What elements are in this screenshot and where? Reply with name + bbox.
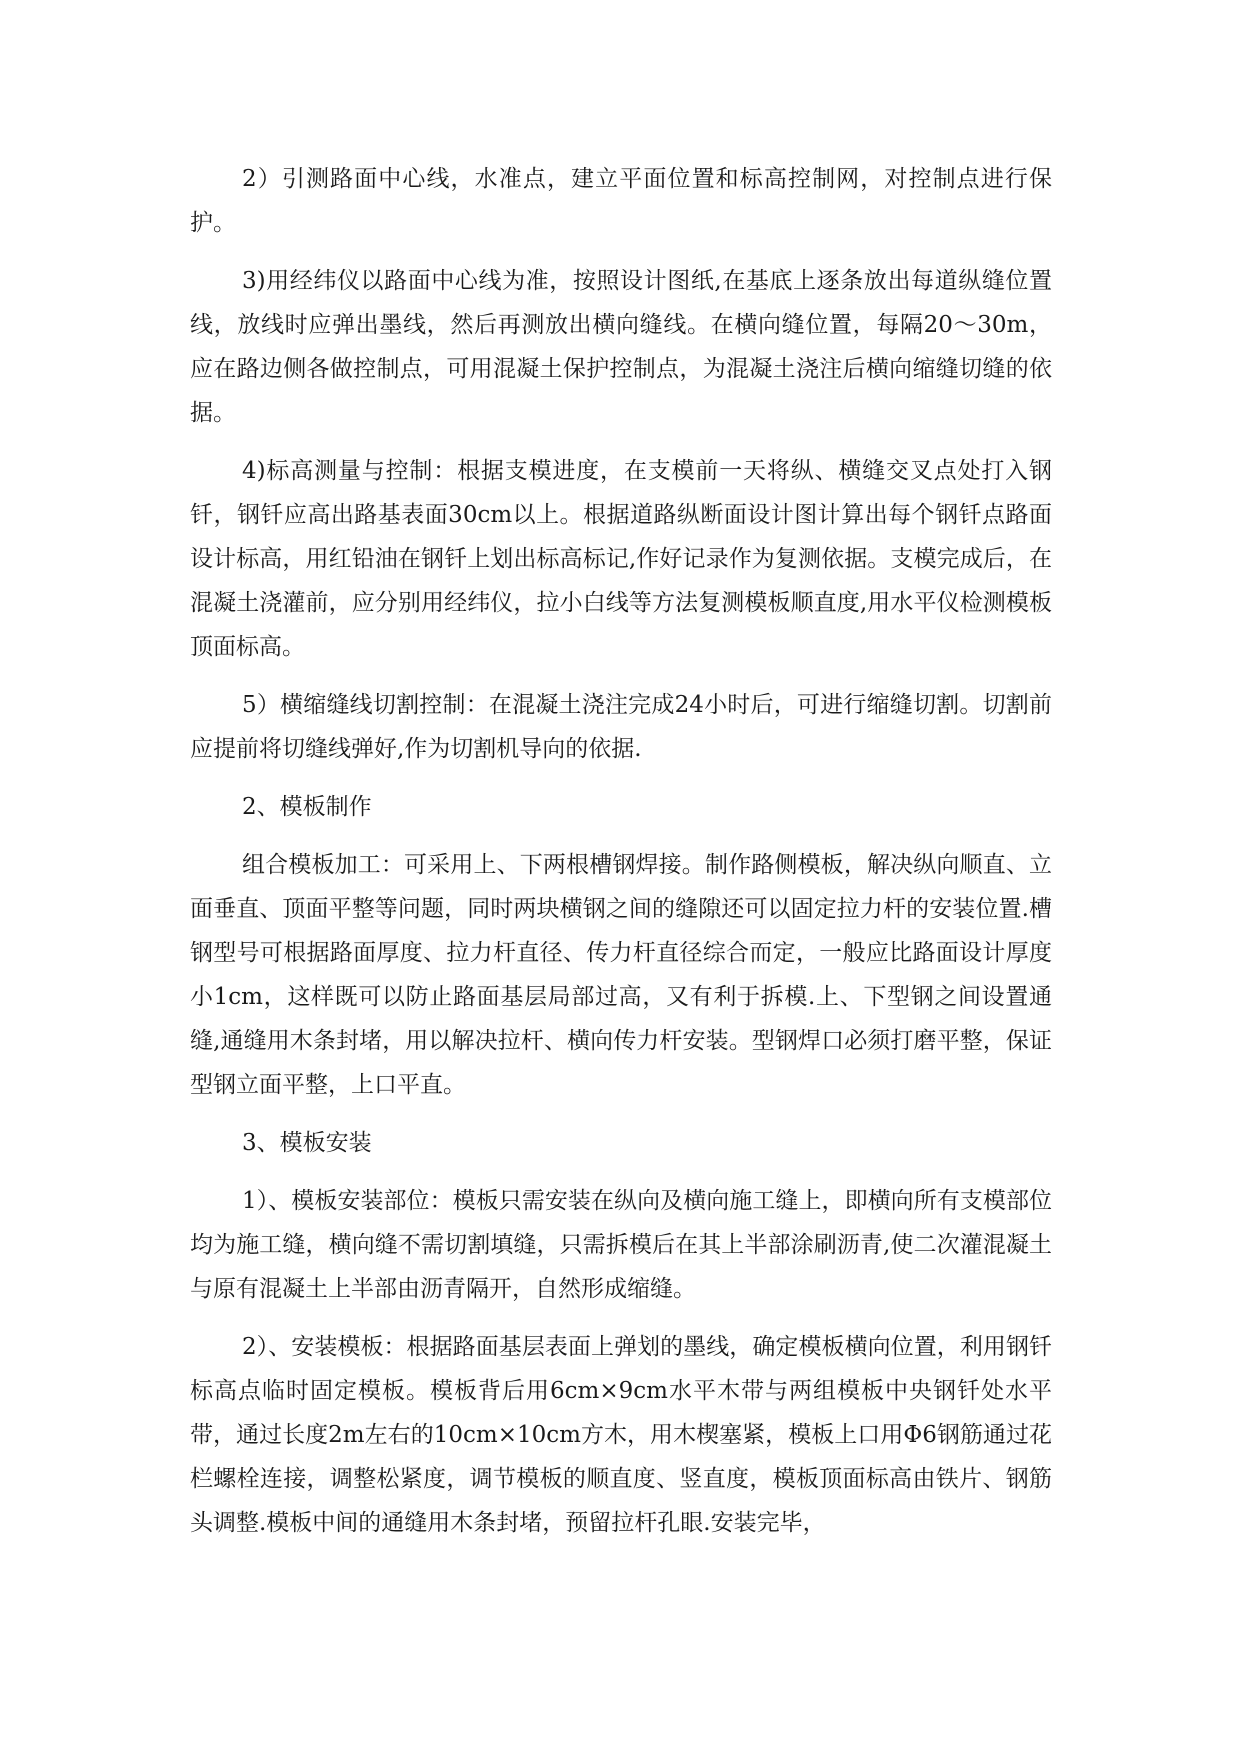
para-centerline: 2）引测路面中心线，水准点，建立平面位置和标高控制网，对控制点进行保护。	[190, 166, 1052, 236]
para-layout-lines: 3)用经纬仪以路面中心线为准，按照设计图纸,在基底上逐条放出每道纵缝位置线，放线时应弹出墨线，然后再测放出横向缝线。在横向缝位置，每隔20～30m，应在路边侧各做控制点，可用混凝土保护控制点，为混凝土浇注后横向缩缝切缝的依据。	[190, 268, 1052, 426]
para-install-location: 1）、模板安装部位：模板只需安装在纵向及横向施工缝上，即横向所有支模部位均为施工缝，横向缝不需切割填缝，只需拆模后在其上半部涂刷沥青,使二次灌混凝土与原有混凝土上半部由沥青隔开，自然形成缩缝。	[190, 1188, 1052, 1302]
para-install-formwork: 2）、安装模板：根据路面基层表面上弹划的墨线，确定模板横向位置，利用钢钎标高点临时固定模板。模板背后用6cm×9cm水平木带与两组模板中央钢钎处水平带，通过长度2m左右的10cm×10cm方木，用木楔塞紧，模板上口用Φ6钢筋通过花栏螺栓连接，调整松紧度，调节模板的顺直度、竖直度，模板顶面标高由铁片、钢筋头调整.模板中间的通缝用木条封堵，预留拉杆孔眼.安装完毕，	[190, 1334, 1052, 1536]
section-heading-formwork-install: 3、模板安装	[242, 1130, 372, 1156]
section-heading-formwork-making: 2、模板制作	[242, 794, 372, 820]
para-formwork-processing: 组合模板加工：可采用上、下两根槽钢焊接。制作路侧模板，解决纵向顺直、立面垂直、顶面平整等问题，同时两块横钢之间的缝隙还可以固定拉力杆的安装位置.槽钢型号可根据路面厚度、拉力杆直径、传力杆直径综合而定，一般应比路面设计厚度小1cm，这样既可以防止路面基层局部过高，又有利于拆模.上、下型钢之间设置通缝,通缝用木条封堵，用以解决拉杆、横向传力杆安装。型钢焊口必须打磨平整，保证型钢立面平整，上口平直。	[190, 852, 1052, 1098]
para-joint-cutting: 5）横缩缝线切割控制：在混凝土浇注完成24小时后，可进行缩缝切割。切割前应提前将切缝线弹好,作为切割机导向的依据.	[190, 692, 1052, 762]
para-elevation-control: 4)标高测量与控制：根据支模进度，在支模前一天将纵、横缝交叉点处打入钢钎，钢钎应高出路基表面30cm以上。根据道路纵断面设计图计算出每个钢钎点路面设计标高，用红铅油在钢钎上划出标高标记,作好记录作为复测依据。支模完成后，在混凝土浇灌前，应分别用经纬仪，拉小白线等方法复测模板顺直度,用水平仪检测模板顶面标高。	[190, 458, 1052, 660]
document-body	[190, 157, 1052, 1559]
